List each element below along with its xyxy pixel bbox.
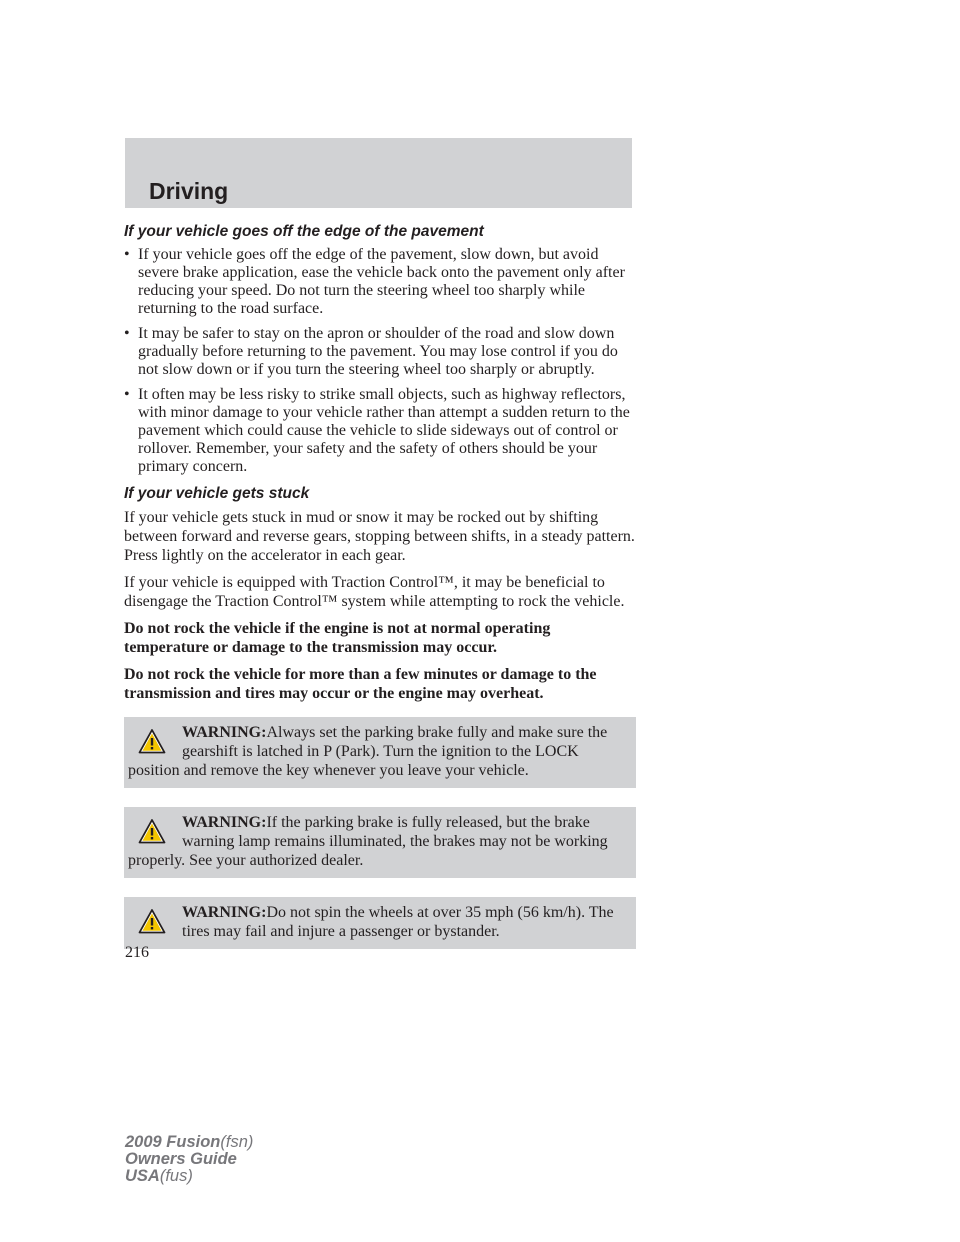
footer-market-code: (fus) <box>159 1167 193 1185</box>
caution-paragraph-temperature: Do not rock the vehicle if the engine is not at normal operating temperature or damage to the transmission may occur. <box>124 620 551 656</box>
section-header-band <box>125 138 632 208</box>
list-item-text: It may be safer to stay on the apron or shoulder of the road and slow down gradually before returning to the pavement. You may lose control if you do not slow down or if you turn the steering wheel too sharply or abruptly. <box>138 325 618 378</box>
list-item: • It often may be less risky to strike small objects, such as highway reflectors, with minor damage to your vehicle rather than attempt a sudden return to the pavement which could cause the vehicle to slide sideways out of control or rollover. Remember, your safety and the safety of others should be your primary concern. <box>124 386 630 475</box>
warning-triangle-icon <box>138 818 166 844</box>
warning-label: WARNING: <box>182 904 267 921</box>
footer-market: USA <box>125 1167 160 1185</box>
footer-line-market <box>125 1168 253 1185</box>
warning-label: WARNING: <box>182 724 267 741</box>
footer-model-code: (fsn) <box>220 1133 254 1151</box>
warning-text: If the parking brake is fully released, but the brake warning lamp remains illuminated, the brakes may not be working properly. See your authorized dealer. <box>128 814 608 869</box>
page-number: 216 <box>125 944 149 961</box>
list-item-text: If your vehicle goes off the edge of the pavement, slow down, but avoid severe brake application, ease the vehicle back onto the pavement only after reducing your speed. Do not turn the steering wheel too sharply while returning to the road surface. <box>138 246 625 317</box>
warning-triangle-icon <box>138 728 166 754</box>
section-heading-off-pavement: If your vehicle goes off the edge of the pavement <box>124 223 484 240</box>
warning-text: Do not spin the wheels at over 35 mph (56 km/h). The tires may fail and injure a passenger or bystander. <box>182 904 614 940</box>
page-content <box>124 222 636 968</box>
warning-triangle-icon <box>138 908 166 934</box>
footer-line-model <box>125 1134 253 1151</box>
paragraph-traction-control: If your vehicle is equipped with Traction Control™, it may be beneficial to disengage the Traction Control™ system while attempting to rock the vehicle. <box>124 574 625 610</box>
warning-box-wheel-spin <box>124 897 636 949</box>
warning-text: Always set the parking brake fully and make sure the gearshift is latched in P (Park). Turn the ignition to the LOCK position and remove the key whenever you leave your vehicle. <box>128 724 608 779</box>
warning-box-parking-brake <box>124 717 636 788</box>
list-item: • If your vehicle goes off the edge of the pavement, slow down, but avoid severe brake application, ease the vehicle back onto the pavement only after reducing your speed. Do not turn the steering wheel too sharply while returning to the road surface. <box>124 246 625 317</box>
list-item: • It may be safer to stay on the apron or shoulder of the road and slow down gradually before returning to the pavement. You may lose control if you do not slow down or if you turn the steering wheel too sharply or abruptly. <box>124 325 618 378</box>
footer-model: 2009 Fusion <box>125 1133 221 1151</box>
document-footer <box>125 1134 253 1185</box>
section-heading-stuck: If your vehicle gets stuck <box>124 485 310 502</box>
footer-guide: Owners Guide <box>125 1150 237 1168</box>
paragraph-rocking: If your vehicle gets stuck in mud or snow it may be rocked out by shifting between forward and reverse gears, stopping between shifts, in a steady pattern. Press lightly on the accelerator in each gear. <box>124 509 635 564</box>
list-item-text: It often may be less risky to strike small objects, such as highway reflectors, with minor damage to your vehicle rather than attempt a sudden return to the pavement which could cause the vehicle to slide sideways out of control or rollover. Remember, your safety and the safety of others should be your primary concern. <box>138 386 630 475</box>
bullet-list <box>124 246 636 476</box>
warning-label: WARNING: <box>182 814 267 831</box>
caution-paragraph-duration: Do not rock the vehicle for more than a few minutes or damage to the transmission and tires may occur or the engine may overheat. <box>124 666 597 702</box>
section-title: Driving <box>149 178 229 204</box>
footer-line-guide <box>125 1151 253 1168</box>
warning-box-brake-lamp <box>124 807 636 878</box>
